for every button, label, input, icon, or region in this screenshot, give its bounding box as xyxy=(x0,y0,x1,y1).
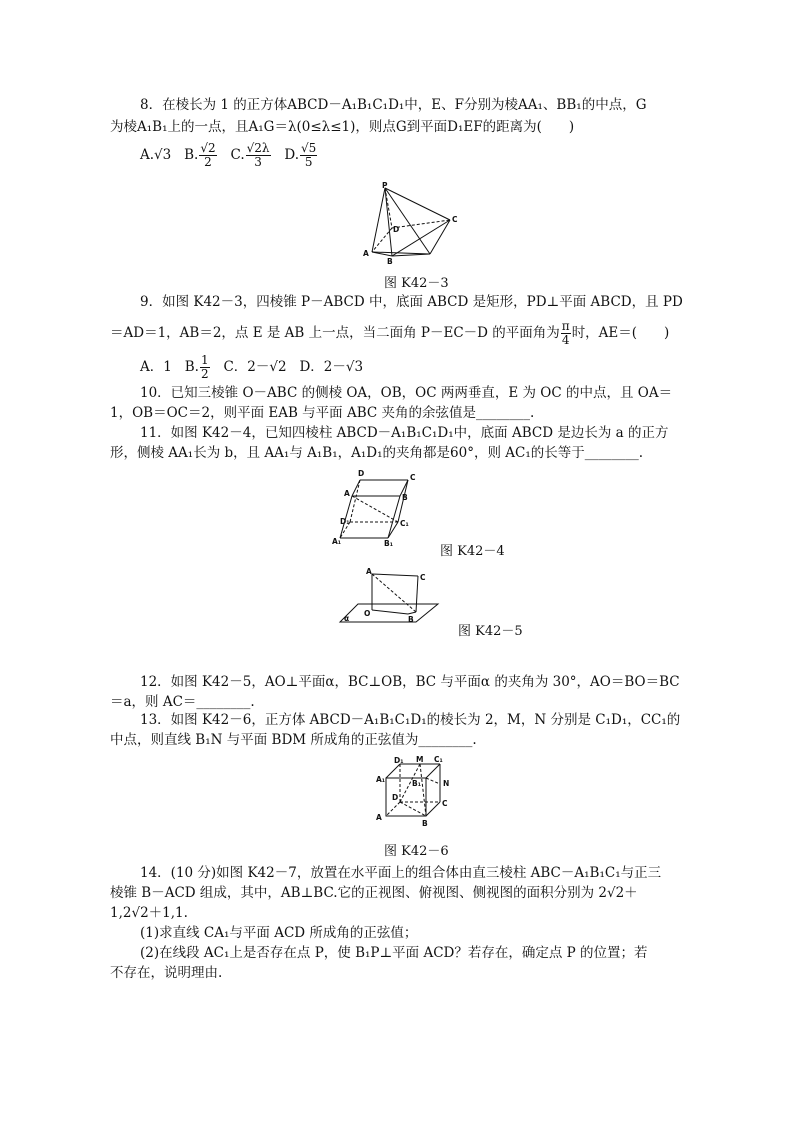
fig5-label-b: B xyxy=(408,615,414,624)
fig4-label-c1: C₁ xyxy=(400,519,409,528)
fig6-label-a1: A₁ xyxy=(376,775,386,784)
fig4-label-c: C xyxy=(410,473,416,482)
q8-option-b: B. xyxy=(184,147,199,163)
fig4-label-b1: B₁ xyxy=(384,539,394,548)
q12-line2: ＝a，则 AC＝________. xyxy=(110,694,255,710)
q10-line2: 1，OB＝OC＝2，则平面 EAB 与平面 ABC 夹角的余弦值是________. xyxy=(110,405,535,421)
fig6-caption: 图 K42－6 xyxy=(384,844,449,859)
q9-option-c: C．2－√2 xyxy=(223,359,287,375)
q9-option-b: B. xyxy=(184,359,199,375)
fig6-label-d: D xyxy=(392,793,399,802)
fig3-label-c: C xyxy=(452,215,458,224)
fig6-label-b: B xyxy=(422,819,428,828)
fig6-label-m: M xyxy=(416,756,424,764)
q11-line2: 形，侧棱 AA₁长为 b，且 AA₁与 A₁B₁，A₁D₁的夹角都是60°，则 AC₁的长等于________. xyxy=(110,445,644,461)
fig6-label-a: A xyxy=(376,813,382,822)
fig3-label-a: A xyxy=(363,249,369,258)
figure-k42-3 xyxy=(360,180,470,264)
q10-line1: 10．已知三棱锥 O－ABC 的侧棱 OA，OB，OC 两两垂直，E 为 OC 的中点，且 OA＝ xyxy=(140,385,673,401)
q8-option-a: A.√3 xyxy=(140,147,172,163)
q14-part2: (2)在线段 AC₁上是否存在点 P，使 B₁P⊥平面 ACD？若存在，确定点 P 的位置；若 xyxy=(140,945,648,961)
figure-k42-4 xyxy=(330,466,440,548)
figure-k42-5 xyxy=(336,566,456,628)
fig4-label-a: A xyxy=(344,489,350,498)
fig6-label-n: N xyxy=(443,779,450,788)
fig5-caption: 图 K42－5 xyxy=(458,624,523,639)
fig4-label-d1: D₁ xyxy=(340,517,350,526)
q14-line3: 1,2√2＋1,1. xyxy=(110,905,188,921)
fig3-label-d: D xyxy=(393,225,400,234)
fig5-label-o: O xyxy=(364,609,371,618)
q9-option-b-frac: $\frac{1}{2}$ xyxy=(200,353,209,381)
q12-line1: 12．如图 K42－5，AO⊥平面α，BC⊥OB，BC 与平面α 的夹角为 30°，AO＝BO＝BC xyxy=(140,674,680,690)
fig6-label-d1: D₁ xyxy=(394,756,404,765)
q14-line1: 14．(10 分)如图 K42－7，放置在水平面上的组合体由直三棱柱 ABC－A₁B₁C₁与正三 xyxy=(140,865,662,881)
q13-line2: 中点，则直线 B₁N 与平面 BDM 所成角的正弦值为________. xyxy=(110,732,477,748)
fig6-label-c1: C₁ xyxy=(434,756,443,764)
q13-line1: 13．如图 K42－6，正方体 ABCD－A₁B₁C₁D₁的棱长为 2，M，N 分别是 C₁D₁，CC₁的 xyxy=(140,712,681,728)
fig5-label-alpha: α xyxy=(344,614,350,623)
q8-line2: 为棱A₁B₁上的一点，且A₁G＝λ(0≤λ≤1)，则点G到平面D₁EF的距离为( ) xyxy=(110,119,575,135)
fig3-label-b: B xyxy=(387,257,393,264)
fig5-label-a: A xyxy=(366,567,372,576)
fig4-caption: 图 K42－4 xyxy=(440,544,505,559)
q14-part2-cont: 不存在，说明理由. xyxy=(110,965,223,981)
fig4-label-a1: A₁ xyxy=(332,537,342,546)
q9-line2: ＝AD＝1，AB＝2，点 E 是 AB 上一点，当二面角 P－EC－D 的平面角为 $\frac{\pi}{4}$ 时，AE＝( ) xyxy=(110,319,670,347)
q9-pi-frac: $\frac{\pi}{4}$ xyxy=(561,319,570,347)
q8-option-d-frac: $\frac{√5}{5}$ xyxy=(301,141,317,169)
fig3-label-p: P xyxy=(382,181,388,190)
fig4-label-d: D xyxy=(358,469,365,478)
fig4-label-b: B xyxy=(402,493,408,502)
q8-option-c: C. xyxy=(230,147,245,163)
q8-options xyxy=(140,142,318,169)
q14-line2: 棱锥 B－ACD 组成，其中，AB⊥BC.它的正视图、俯视图、侧视图的面积分别为 2√2＋ xyxy=(110,885,638,901)
fig3-caption: 图 K42－3 xyxy=(384,276,449,291)
q9-options xyxy=(140,354,363,381)
q8-option-b-frac: $\frac{√2}{2}$ xyxy=(200,141,216,169)
q8-line1: 8．在棱长为 1 的正方体ABCD－A₁B₁C₁D₁中，E、F分别为棱AA₁、BB₁的中点，G xyxy=(140,97,647,113)
figure-k42-6 xyxy=(374,756,454,828)
q9-line1: 9．如图 K42－3，四棱锥 P－ABCD 中，底面 ABCD 是矩形，PD⊥平面 ABCD，且 PD xyxy=(140,294,683,310)
fig6-label-b1: B₁ xyxy=(412,779,422,788)
q14-part1: (1)求直线 CA₁与平面 ACD 所成角的正弦值； xyxy=(140,925,418,941)
q8-option-c-frac: $\frac{√2\lambda}{3}$ xyxy=(246,141,270,169)
q11-line1: 11．如图 K42－4，已知四棱柱 ABCD－A₁B₁C₁D₁中，底面 ABCD 是边长为 a 的正方 xyxy=(140,425,669,441)
fig5-label-c: C xyxy=(420,573,426,582)
q8-option-d: D. xyxy=(284,147,300,163)
fig6-label-c: C xyxy=(442,799,448,808)
q9-option-d: D．2－√3 xyxy=(299,359,364,375)
q9-option-a: A．1 xyxy=(140,359,172,375)
